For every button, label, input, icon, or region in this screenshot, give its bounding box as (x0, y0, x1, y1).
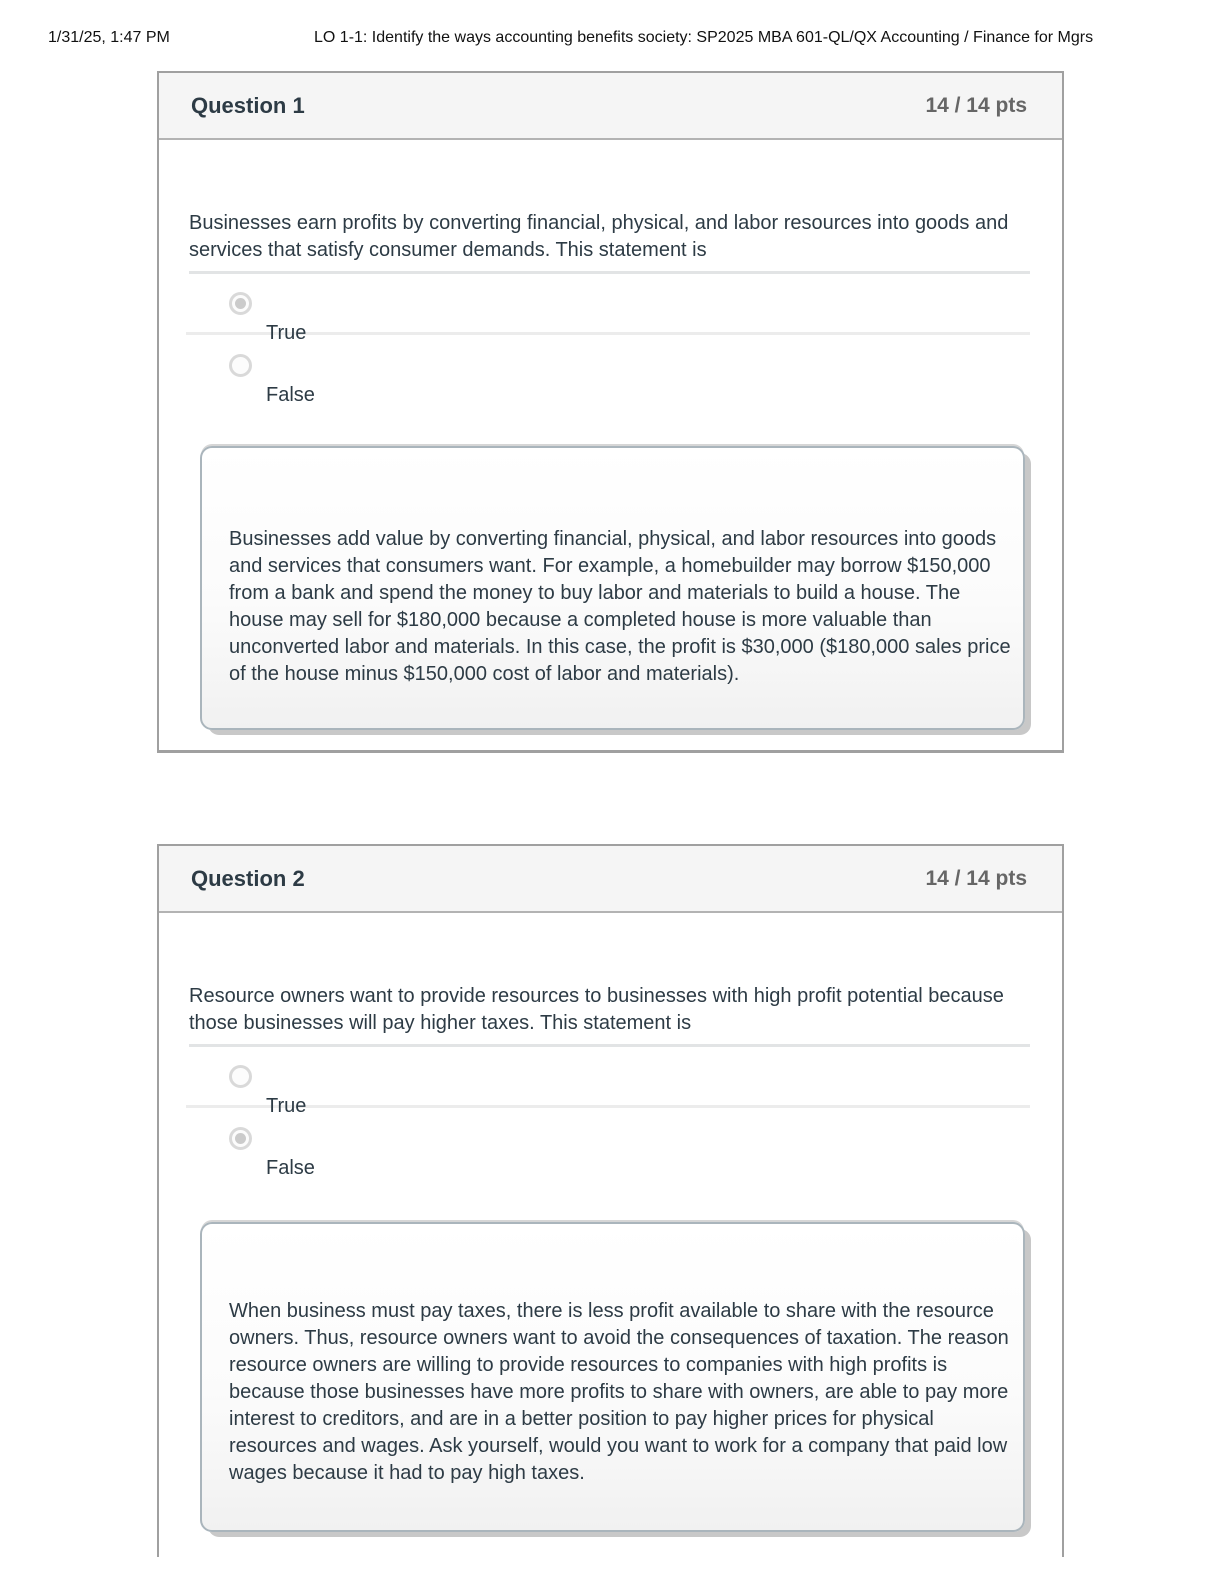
question-1-explanation-box (200, 446, 1025, 730)
radio-false[interactable] (229, 1127, 252, 1150)
answer-divider (186, 332, 1030, 335)
answer-divider (186, 1105, 1030, 1108)
question-1-points: 14 / 14 pts (925, 93, 1027, 117)
option-label-true: True (266, 322, 307, 344)
question-1-explanation-text: Businesses add value by converting financial, physical, and labor resources into goods and services that consumers want. For example, a homebuilder may borrow $150,000 from a bank and spend the money to buy labor and materials to build a house. The house may sell for $180,000 because a completed house is more valuable than unconverted labor and materials. In this case, the profit is $30,000 ($180,000 sales price of the house minus $150,000 cost of labor and materials). (229, 528, 1011, 685)
question-2-answers (159, 1047, 1062, 1207)
option-label-false: False (266, 1157, 315, 1179)
question-2-header (159, 846, 1062, 913)
question-2-explanation-box (200, 1222, 1025, 1532)
question-card-1 (157, 71, 1064, 753)
radio-false[interactable] (229, 354, 252, 377)
question-1-header (159, 73, 1062, 140)
question-1-title: Question 1 (191, 92, 305, 118)
question-1-text: Businesses earn profits by converting financial, physical, and labor resources into goods and services that satisfy consumer demands. This statement is (189, 212, 1009, 261)
option-label-false: False (266, 384, 315, 406)
document-title: LO 1-1: Identify the ways accounting benefits society: SP2025 MBA 601-QL/QX Accounting / Finance for Mgrs (314, 29, 1094, 46)
question-1-answers (159, 274, 1062, 434)
question-2-points: 14 / 14 pts (925, 866, 1027, 890)
question-2-text: Resource owners want to provide resources to businesses with high profit potential because those businesses will pay higher taxes. This statement is (189, 985, 1004, 1034)
option-label-true: True (266, 1095, 307, 1117)
question-2-title: Question 2 (191, 865, 305, 891)
print-header (0, 29, 1224, 51)
question-card-2 (157, 844, 1064, 1557)
radio-true[interactable] (229, 1065, 252, 1088)
question-2-explanation-text: When business must pay taxes, there is less profit available to share with the resource owners. Thus, resource owners want to avoid the consequences of taxation. The reason resource owners are willing to provide resources to companies with high profits is because those businesses have more profits to share with owners, are able to pay more interest to creditors, and are in a better position to pay higher prices for physical resources and wages. Ask yourself, would you want to work for a company that paid low wages because it had to pay high taxes. (229, 1300, 1009, 1484)
radio-true[interactable] (229, 292, 252, 315)
print-datetime: 1/31/25, 1:47 PM (48, 29, 170, 46)
